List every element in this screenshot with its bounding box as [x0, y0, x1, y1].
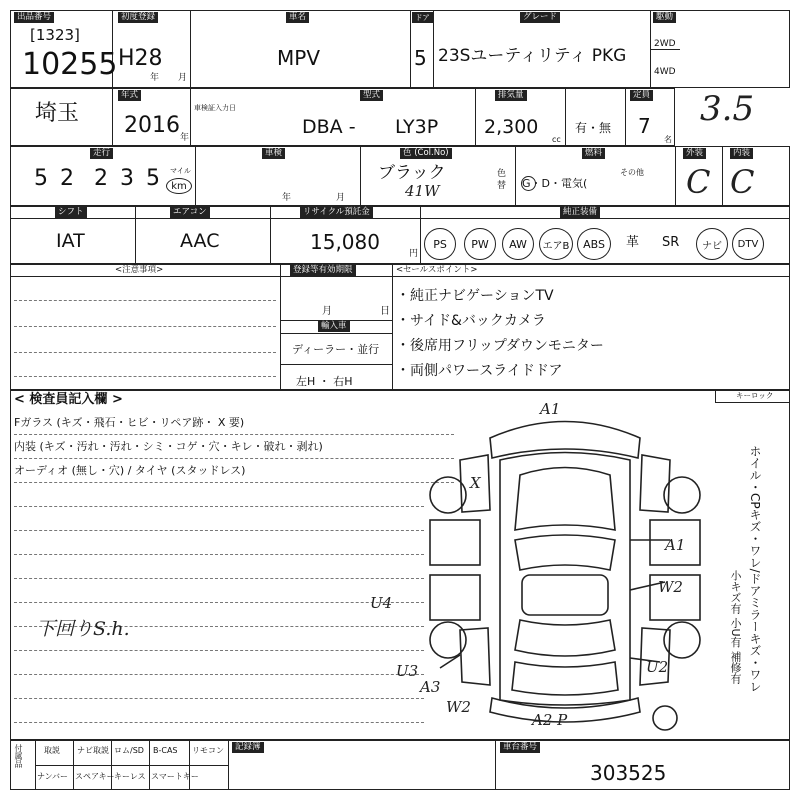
shift-value: IAT: [56, 230, 85, 252]
equip-abs: ABS: [577, 228, 611, 260]
sales-label: <セールスポイント>: [396, 265, 478, 275]
shift-label: シフト: [55, 207, 87, 218]
grade-label: グレード: [520, 12, 560, 23]
left-rear-fender: [460, 628, 490, 685]
right-vertical-text-2: 小キズ有 小U有 補修有: [729, 570, 742, 685]
expiry-label: 登録等有効期限: [290, 265, 356, 276]
fuel-options: G・D・電気(: [522, 177, 588, 190]
mark-front: A1: [540, 400, 561, 418]
car-diagram: [370, 400, 710, 730]
equip-airbag: エアB: [539, 228, 573, 260]
caution-label: <注意事項>: [115, 265, 164, 275]
car-name: MPV: [277, 46, 320, 70]
color-value: ブラック: [378, 163, 446, 183]
sales-point-4: ・両側パワースライドドア: [396, 363, 563, 379]
era-year: H28: [118, 46, 163, 71]
lot-label: 出品番号: [14, 12, 54, 23]
exterior-grade: C: [686, 163, 711, 201]
fuel-other: その他: [620, 168, 644, 177]
mileage-label: 走行: [90, 148, 113, 159]
fuel-g-circle: [521, 176, 536, 191]
item-spare-key: スペアキー: [75, 772, 115, 781]
chassis-label: 車台番号: [500, 742, 540, 753]
expiry-day: 日: [380, 306, 390, 317]
grade-value: 23Sユーティリティ PKG: [438, 46, 627, 66]
keylock-label: キーロック: [736, 391, 774, 400]
drive-4wd: 4WD: [654, 67, 676, 77]
item-manual: 取説: [44, 746, 60, 755]
mark-rear-left: W2: [446, 698, 471, 716]
rear-window: [515, 620, 615, 656]
lot-bracket: [1323]: [30, 26, 80, 44]
mileage-digit-1: 5: [34, 166, 48, 191]
inspection-year-suffix: 年: [282, 193, 292, 203]
model-code: LY3P: [395, 116, 439, 138]
name-label: 車名: [286, 12, 309, 23]
expiry-month: 月: [322, 306, 332, 317]
sales-point-2: ・サイド&バックカメラ: [396, 313, 546, 329]
inspection-line-2: 内装 (キズ・汚れ・汚れ・シミ・コゲ・穴・キレ・破れ・剥れ): [14, 440, 323, 453]
seats-suffix: 名: [664, 135, 672, 144]
mileage-digit-4: 3: [120, 166, 134, 191]
equip-navi: ナビ: [696, 228, 728, 260]
item-bcas: B-CAS: [153, 746, 178, 755]
handwritten-note: 下回りS.h.: [36, 618, 130, 640]
left-front-door: [430, 520, 480, 565]
roof: [522, 575, 608, 615]
model-year-suffix: 年: [180, 133, 190, 143]
equip-aw: AW: [502, 228, 534, 260]
mark-rear: A2 P: [532, 711, 568, 729]
seats-label: 定員: [630, 90, 653, 101]
hood: [515, 468, 615, 531]
dealer-label: ディーラー・並行: [292, 343, 380, 356]
item-keyless: キーレス: [114, 772, 146, 781]
items-label: 付属品: [14, 744, 23, 768]
import-label: 輸入車: [318, 321, 350, 332]
mark-left-rear-2: A3: [420, 678, 441, 696]
equip-sr: SR: [662, 235, 680, 250]
doors-label: ドア: [412, 12, 433, 23]
inspection-line-3: オーディオ (無し・穴) / タイヤ (スタッドレス): [14, 464, 246, 477]
mileage-digit-2: 2: [60, 166, 74, 191]
drive-2wd: 2WD: [654, 39, 676, 49]
confirm-label: 車検証入力日: [194, 104, 236, 112]
spare-tire: [653, 706, 677, 730]
type-label: 型式: [360, 90, 383, 101]
model-year: 2016: [124, 113, 180, 138]
record-label: 記録簿: [232, 742, 264, 753]
sales-point-1: ・純正ナビゲーションTV: [396, 288, 554, 304]
drive-label: 駆動: [653, 12, 676, 23]
item-rom-sd: ロム/SD: [114, 746, 144, 755]
sales-point-3: ・後席用フリップダウンモニター: [396, 338, 604, 354]
right-vertical-text-1: ホイル・CPキズ・ワレ/ドアミラーキズ・ワレ: [748, 445, 762, 693]
yen-unit: 円: [409, 249, 419, 259]
mileage-digit-3: 2: [94, 166, 108, 191]
exterior-label: 外装: [683, 148, 706, 159]
model-year-label: 年式: [118, 90, 141, 101]
mark-right-rear: W2: [658, 578, 683, 596]
mark-front-left: X: [470, 474, 481, 492]
equip-pw: PW: [464, 228, 496, 260]
equipment-label: 純正装備: [560, 207, 600, 218]
interior-label: 内装: [730, 148, 753, 159]
model-code-prefix: DBA -: [302, 116, 356, 138]
item-navi-manual: ナビ取説: [77, 746, 109, 755]
inspection-line-1: Fガラス (キズ・飛石・ヒビ・リペア跡・ X 要): [14, 416, 245, 429]
inspection-month-suffix: 月: [336, 193, 346, 203]
cc-unit: cc: [552, 135, 561, 144]
ac-label: エアコン: [170, 207, 210, 218]
color-code: 41W: [405, 182, 440, 200]
displacement: 2,300: [484, 116, 539, 138]
ac-value: AAC: [180, 230, 220, 252]
reg-label: 初度登録: [118, 12, 158, 23]
doors-value: 5: [414, 46, 427, 70]
right-rear-fender: [640, 628, 670, 685]
year-suffix: 年: [150, 73, 160, 83]
inspection-label: 車検: [262, 148, 285, 159]
item-plate: ナンバー: [37, 772, 69, 781]
equip-leather: 革: [626, 235, 640, 250]
left-rear-door: [430, 575, 480, 620]
disp-flag: 有・無: [575, 121, 612, 135]
mark-right-front: A1: [665, 536, 686, 554]
item-remote: リモコン: [192, 746, 224, 755]
cc-label: 排気量: [495, 90, 527, 101]
score: 3.5: [700, 89, 755, 129]
color-change-label: 色替: [497, 169, 507, 191]
mark-left-door: U4: [370, 594, 393, 612]
recycle-label: リサイクル預託金: [300, 207, 373, 218]
windshield: [515, 535, 615, 570]
recycle-fee: 15,080: [310, 230, 380, 254]
chassis-number: 303525: [590, 761, 667, 785]
handle-label: 左H ・ 右H: [296, 375, 353, 388]
item-smart-key: スマートキー: [151, 772, 199, 781]
mark-right-rear-fender: U2: [646, 658, 669, 676]
location: 埼玉: [35, 101, 80, 126]
rear-hatch: [512, 662, 618, 695]
equip-dtv: DTV: [732, 228, 764, 260]
month-suffix: 月: [178, 73, 188, 83]
mileage-digit-5: 5: [146, 166, 160, 191]
inspection-title: < 検査員記入欄 >: [14, 392, 123, 407]
lot-number: 10255: [22, 47, 118, 82]
mileage-unit-km: km: [166, 178, 192, 194]
color-label: 色 (Col.No): [400, 148, 452, 159]
seats-value: 7: [638, 114, 651, 138]
fuel-label: 燃料: [582, 148, 605, 159]
mileage-unit-mile: マイル: [170, 167, 191, 175]
equip-ps: PS: [424, 228, 456, 260]
mark-left-rear-1: U3: [396, 662, 419, 680]
interior-grade: C: [730, 163, 755, 201]
